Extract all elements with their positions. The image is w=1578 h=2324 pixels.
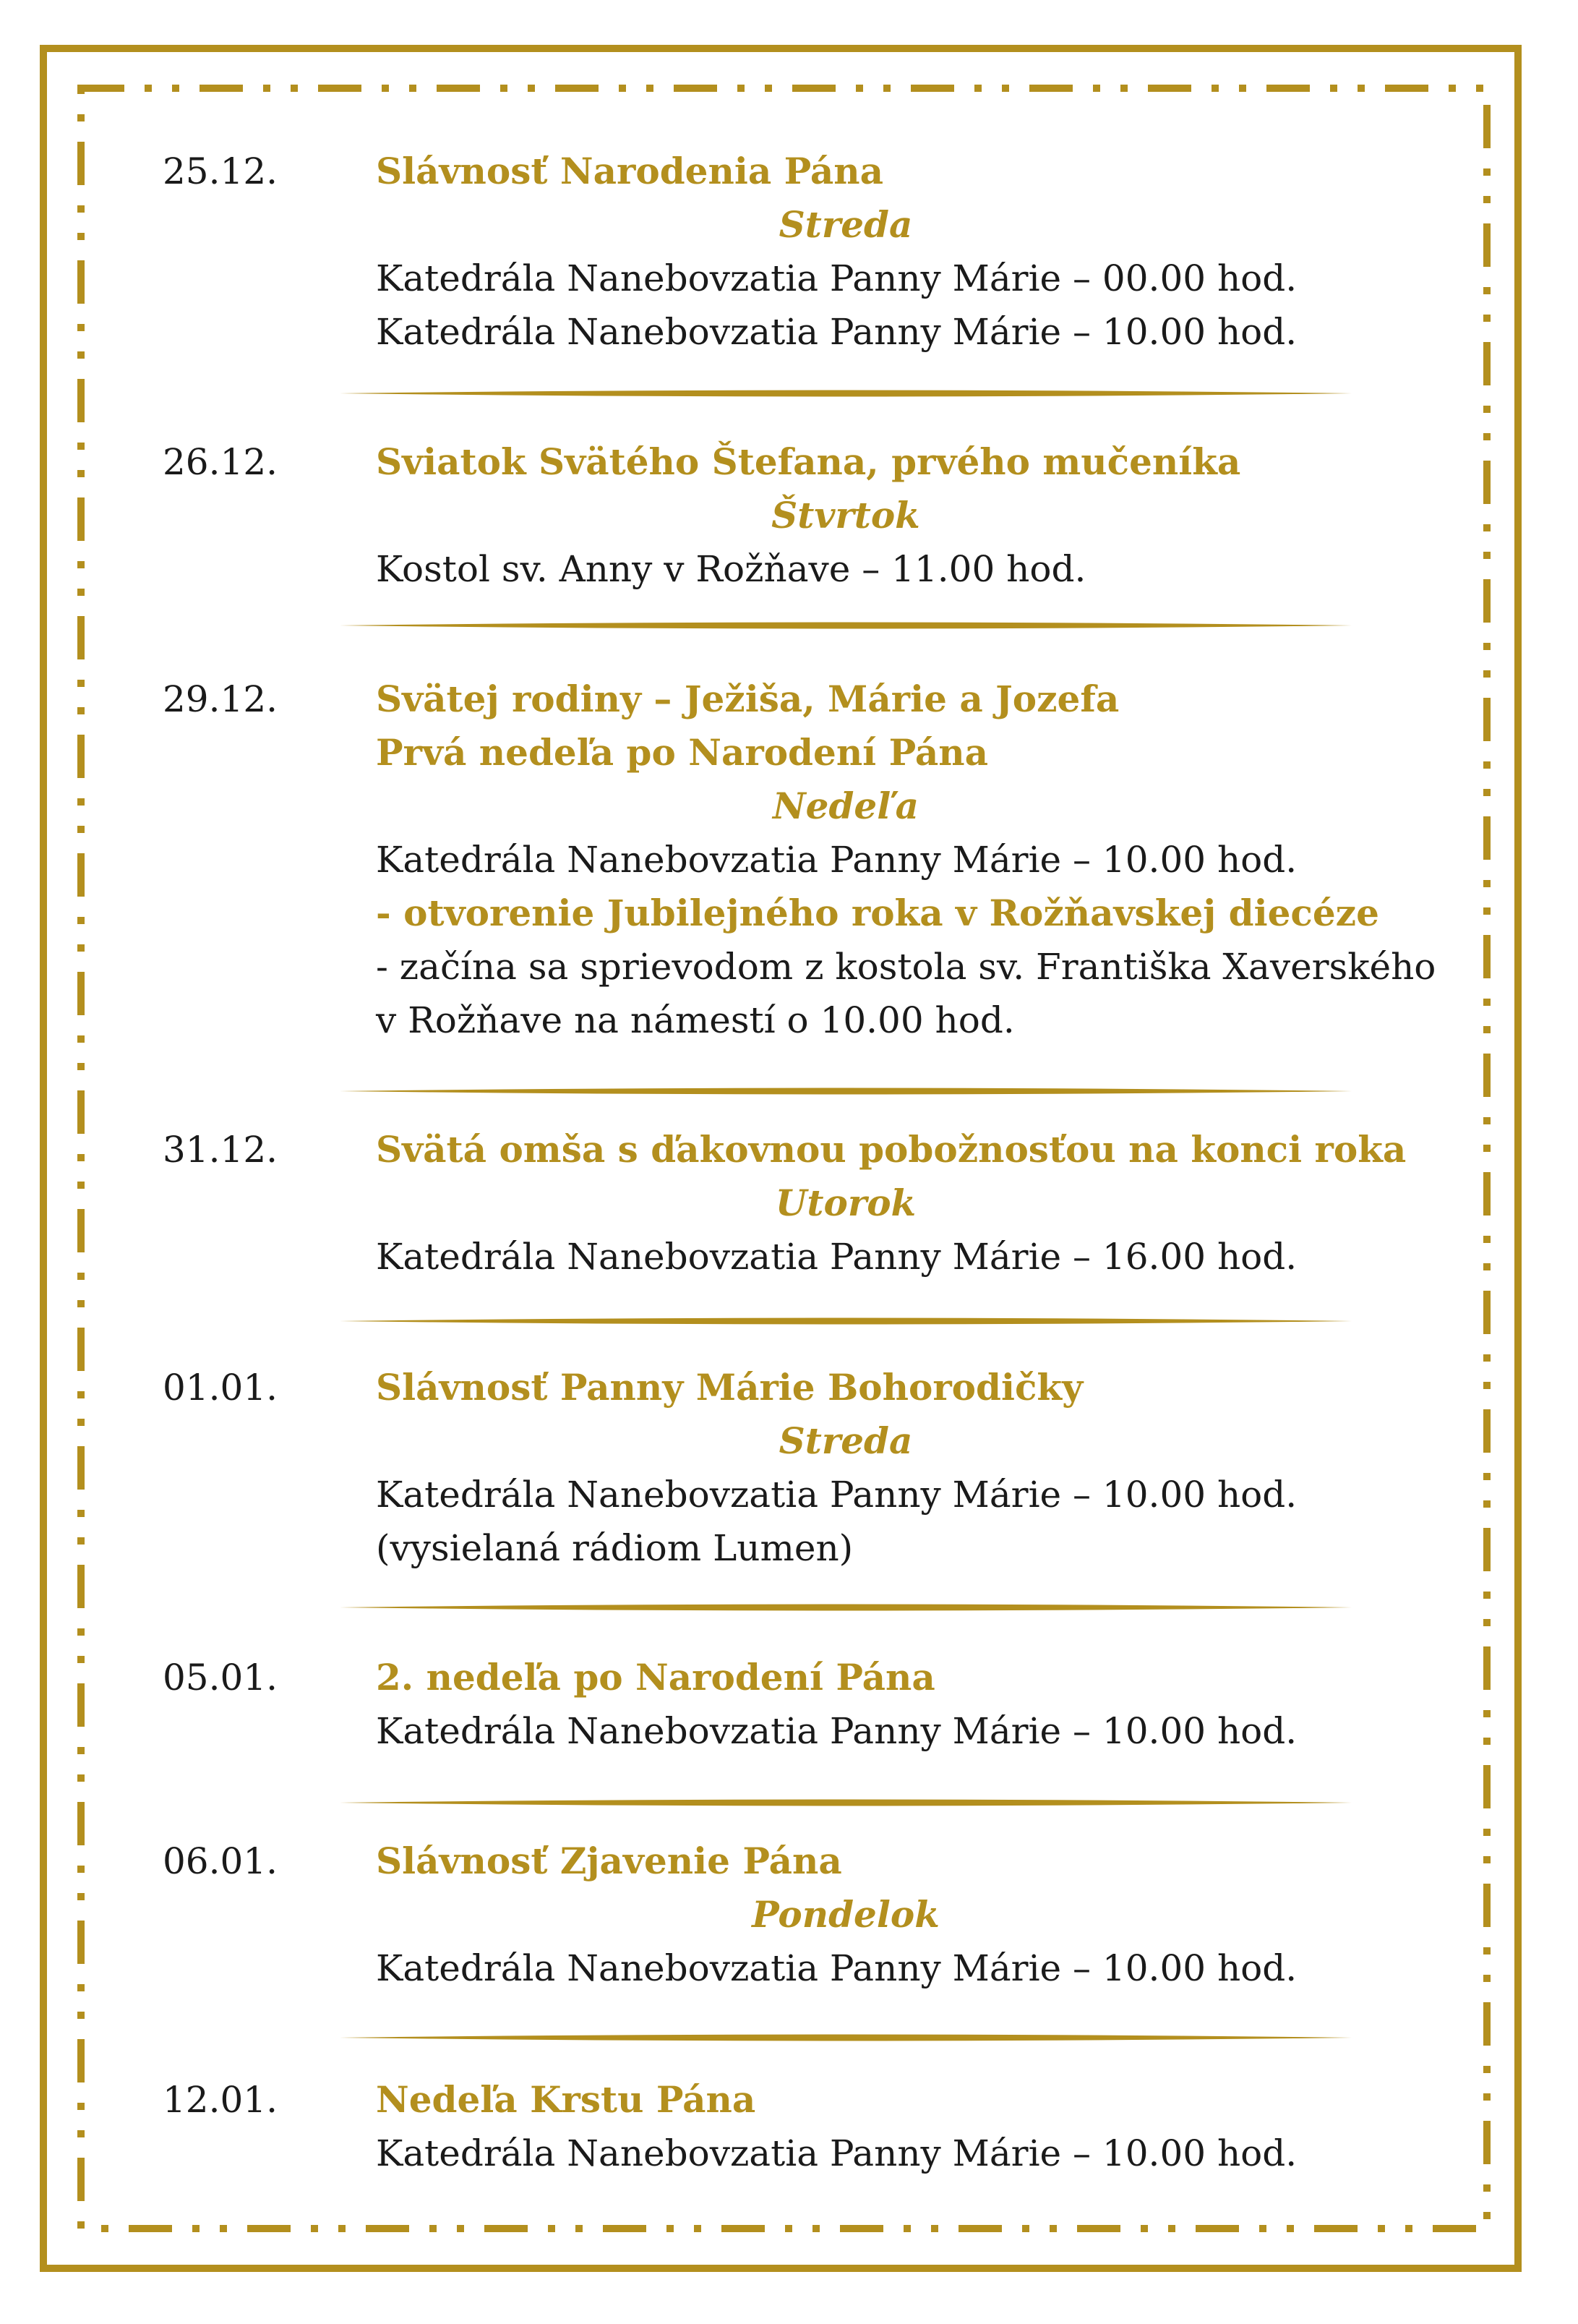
event-title: Slávnosť Narodenia Pána [376,150,884,192]
event-detail: Katedrála Nanebovzatia Panny Márie – 10.00 hod. [376,311,1298,353]
ornamental-divider [340,1798,1352,1808]
event-title: Sviatok Svätého Štefana, prvého mučeníka [376,440,1241,483]
event-detail: Katedrála Nanebovzatia Panny Márie – 00.00 hod. [376,257,1298,299]
event-date: 31.12. [163,1129,278,1171]
ornamental-divider [340,620,1352,631]
event-detail: Katedrála Nanebovzatia Panny Márie – 10.00 hod. [376,839,1298,881]
event-detail: (vysielaná rádiom Lumen) [376,1527,854,1569]
ornamental-divider [340,388,1352,398]
event-title: Svätá omša s ďakovnou pobožnosťou na konci roka [376,1128,1407,1171]
event-date: 05.01. [163,1657,278,1699]
event-note: v Rožňave na námestí o 10.00 hod. [376,999,1015,1041]
event-subtitle: Prvá nedeľa po Narodení Pána [376,731,988,774]
event-date: 01.01. [163,1367,278,1409]
event-date: 29.12. [163,678,278,720]
ornamental-divider [340,1086,1352,1096]
event-day: Pondelok [752,1893,940,1936]
event-day: Streda [779,203,913,246]
event-detail: Katedrála Nanebovzatia Panny Márie – 16.00 hod. [376,1236,1298,1278]
event-highlight: - otvorenie Jubilejného roka v Rožňavskej diecéze [376,892,1379,934]
event-date: 06.01. [163,1840,278,1882]
ornamental-divider [340,1316,1352,1326]
event-day: Nedeľa [772,785,919,827]
event-detail: Katedrála Nanebovzatia Panny Márie – 10.00 hod. [376,1710,1298,1752]
event-detail: Kostol sv. Anny v Rožňave – 11.00 hod. [376,548,1086,590]
event-day: Utorok [775,1182,917,1224]
event-day: Štvrtok [771,494,920,537]
event-date: 12.01. [163,2079,278,2121]
ornamental-divider [340,2033,1352,2043]
event-date: 25.12. [163,150,278,192]
event-detail: Katedrála Nanebovzatia Panny Márie – 10.00 hod. [376,1474,1298,1516]
event-note: - začína sa sprievodom z kostola sv. Františka Xaverského [376,946,1436,988]
event-detail: Katedrála Nanebovzatia Panny Márie – 10.00 hod. [376,2132,1298,2174]
event-title: Svätej rodiny – Ježiša, Márie a Jozefa [376,678,1120,720]
ornamental-divider [340,1602,1352,1612]
event-title: Slávnosť Panny Márie Bohorodičky [376,1366,1084,1409]
event-title: Nedeľa Krstu Pána [376,2078,756,2121]
event-detail: Katedrála Nanebovzatia Panny Márie – 10.00 hod. [376,1947,1298,1989]
event-title: Slávnosť Zjavenie Pána [376,1840,842,1882]
event-day: Streda [779,1419,913,1462]
event-date: 26.12. [163,441,278,483]
event-title: 2. nedeľa po Narodení Pána [376,1656,935,1699]
